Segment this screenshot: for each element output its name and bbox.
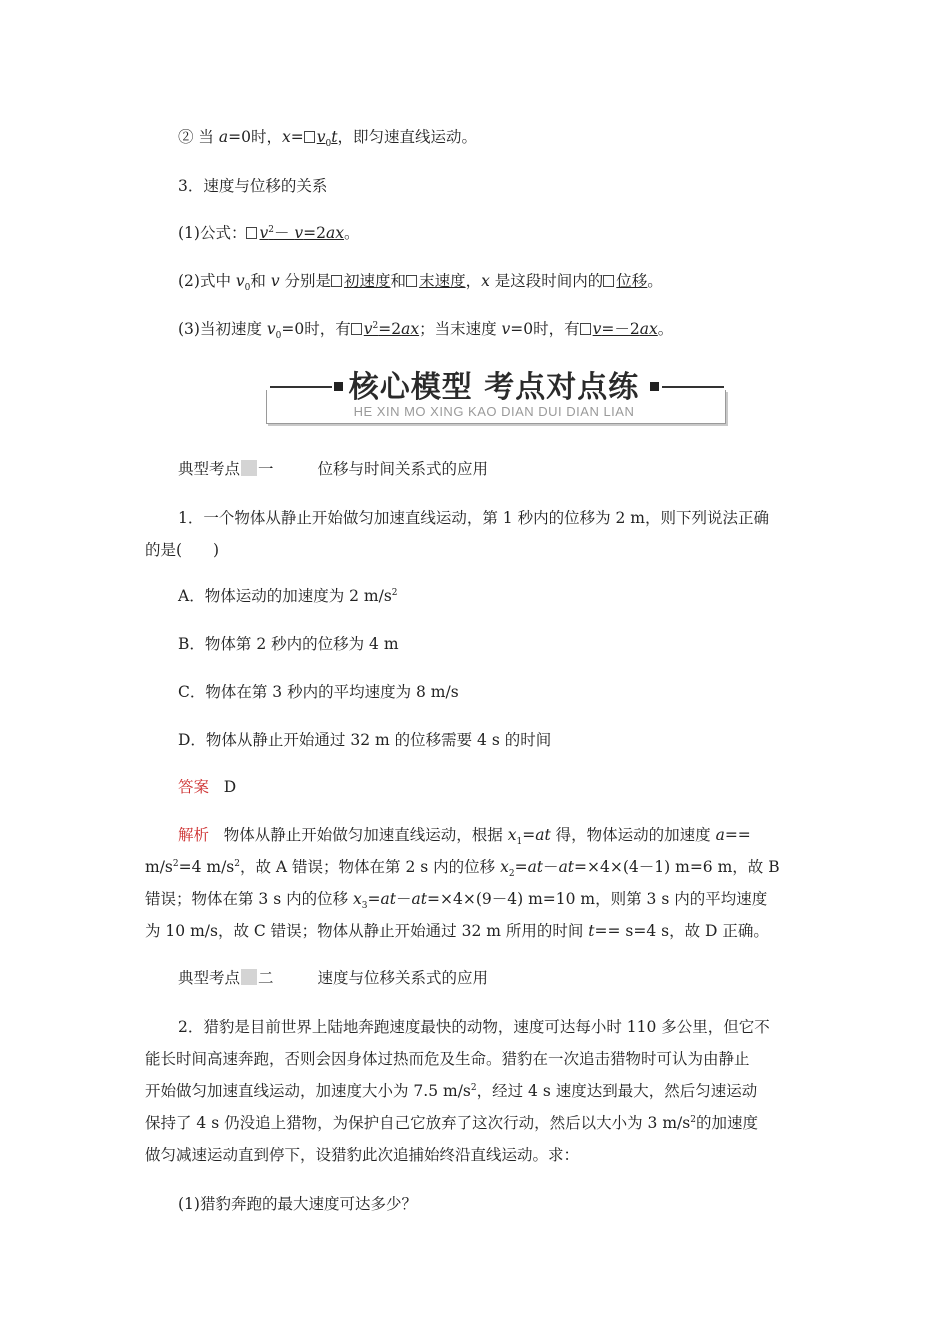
key-point-label: 典型考点: [178, 969, 241, 987]
text: == s=4 s，故 D 正确。: [594, 922, 769, 940]
explanation-line: [145, 887, 767, 911]
text: 得，物体运动的加速度: [550, 826, 716, 844]
text: =: [290, 128, 304, 146]
question-stem: [145, 1111, 758, 1133]
text: ，故 A 错误；物体在第 2 s 内的位移: [240, 858, 501, 876]
text: (2)式中: [178, 272, 236, 290]
question-stem: 能长时间高速奔跑，否则会因身体过热而危及生命。猎豹在一次追击猎物时可认为由静止: [145, 1050, 750, 1068]
superscript: 2: [690, 1114, 696, 1125]
blank-box-icon: [603, 275, 614, 287]
var: x: [281, 128, 291, 146]
text: 错误；物体在第 3 s 内的位移: [145, 890, 354, 908]
text: 是这段时间内的: [489, 272, 604, 290]
superscript: 2: [372, 320, 379, 331]
text: ，经过 4 s 速度达到最大，然后匀速运动: [476, 1082, 758, 1100]
key-point-title: 速度与位移关系式的应用: [317, 969, 489, 987]
key-point-number: 一: [258, 460, 274, 478]
blank-box-icon: [246, 227, 257, 239]
option-b: B．物体第 2 秒内的位移为 4 m: [178, 635, 399, 653]
var: ax: [326, 224, 345, 242]
var: at: [535, 826, 551, 844]
text: 的加速度: [695, 1114, 758, 1132]
var: v: [270, 272, 280, 290]
option-d: D．物体从静止开始通过 32 m 的位移需要 4 s 的时间: [178, 731, 552, 749]
marker-box-icon: [241, 969, 257, 985]
blank-box-icon: [331, 275, 342, 287]
var: x: [353, 890, 362, 908]
text: =2: [303, 224, 327, 242]
superscript: 2: [391, 587, 398, 598]
key-point-heading: [178, 966, 488, 988]
text: 和: [390, 272, 407, 290]
text: ② 当: [178, 128, 219, 146]
text: 和: [250, 272, 271, 290]
text: －: [543, 858, 559, 876]
question-stem: 1．一个物体从静止开始做匀加速直线运动，第 1 秒内的位移为 2 m，则下列说法正确: [178, 509, 769, 527]
superscript: 2: [234, 858, 240, 869]
answer-blank: 位移: [616, 272, 648, 290]
subscript: 0: [275, 331, 282, 342]
sub-question: (1)猎豹奔跑的最大速度可达多少？: [178, 1195, 417, 1213]
var: x: [481, 272, 490, 290]
text: =4 m/s: [178, 858, 235, 876]
text-line: [178, 317, 673, 341]
marker-box-icon: [241, 460, 257, 476]
question-stem: 2．猎豹是目前世界上陆地奔跑速度最快的动物，速度可达每小时 110 多公里，但它不: [178, 1018, 770, 1036]
text: =0时，: [228, 128, 282, 146]
var: x: [500, 858, 509, 876]
var: at: [380, 890, 396, 908]
blank-box-icon: [304, 131, 315, 143]
var: v: [592, 320, 602, 338]
explanation-line: [145, 855, 780, 879]
section-heading: 3．速度与位移的关系: [178, 177, 328, 195]
var: v: [363, 320, 373, 338]
var: ax: [639, 320, 658, 338]
banner-pinyin: HE XIN MO XING KAO DIAN DUI DIAN LIAN: [353, 404, 635, 419]
subscript: 1: [516, 837, 523, 848]
option-text: A．物体运动的加速度为 2 m/s: [178, 587, 392, 605]
text-line: [178, 221, 360, 243]
answer-line: [178, 775, 236, 797]
text-line: [178, 125, 477, 149]
explanation-label: 解析: [178, 826, 210, 844]
key-point-title: 位移与时间关系式的应用: [317, 460, 489, 478]
answer-blank: 末速度: [419, 272, 466, 290]
superscript: 2: [172, 858, 179, 869]
subscript: 0: [325, 139, 332, 150]
answer-value: D: [223, 778, 237, 796]
explanation-line: [145, 919, 769, 941]
var: at: [558, 858, 575, 876]
option-a: [178, 584, 398, 606]
text: =: [367, 890, 381, 908]
var: v: [501, 320, 511, 338]
explanation-line: [178, 823, 751, 847]
var: v: [235, 272, 245, 290]
var: a: [218, 128, 229, 146]
answer-blank: 初速度: [344, 272, 391, 290]
var: t: [588, 922, 595, 940]
var: at: [411, 890, 427, 908]
blank-box-icon: [351, 323, 362, 335]
var: ax: [401, 320, 420, 338]
banner-title: 核心模型 考点对点练: [348, 370, 640, 405]
text: (1)公式：: [178, 224, 247, 242]
section-banner: [260, 360, 728, 428]
question-stem: 做匀减速运动直到停下，设猎豹此次追捕始终沿直线运动。求：: [145, 1146, 580, 1164]
text: ，: [465, 272, 482, 290]
key-point-number: 二: [258, 969, 274, 987]
key-point-heading: [178, 457, 488, 479]
text: =×4×(9－4) m=10 m，则第 3 s 内的平均速度: [427, 890, 768, 908]
superscript: 2: [470, 1082, 477, 1093]
text: 。: [647, 272, 663, 290]
var: x: [507, 826, 517, 844]
subscript: 0: [244, 283, 251, 294]
text: ；当末速度: [419, 320, 502, 338]
var: t: [331, 128, 338, 146]
text: －: [273, 224, 295, 242]
text: m/s: [145, 858, 173, 876]
subscript: 3: [361, 901, 368, 912]
text: =0时，有: [510, 320, 580, 338]
text: =: [522, 826, 536, 844]
text: =－2: [601, 320, 640, 338]
blank-box-icon: [580, 323, 591, 335]
text: 。: [657, 320, 674, 338]
var: a: [715, 826, 725, 844]
text: =2: [378, 320, 402, 338]
text: =×4×(4－1) m=6 m，故 B: [574, 858, 780, 876]
answer-label: 答案: [178, 778, 210, 796]
var: v: [316, 128, 326, 146]
text: =0时，有: [281, 320, 351, 338]
subscript: 2: [508, 869, 515, 880]
text: =: [514, 858, 528, 876]
text: －: [396, 890, 412, 908]
var: at: [527, 858, 544, 876]
text: 物体从静止开始做匀加速直线运动，根据: [223, 826, 508, 844]
question-stem: 的是( ): [145, 541, 220, 559]
blank-box-icon: [406, 275, 417, 287]
superscript: 2: [268, 224, 274, 235]
text: 。: [344, 224, 360, 242]
question-stem: [145, 1079, 757, 1101]
text: ==: [724, 826, 751, 844]
text: 保持了 4 s 仍没追上猎物，为保护自己它放弃了这次行动，然后以大小为 3 m/s: [145, 1114, 691, 1132]
text: 分别是: [279, 272, 332, 290]
key-point-label: 典型考点: [178, 460, 241, 478]
var: v: [294, 224, 304, 242]
text: 开始做匀加速直线运动，加速度大小为 7.5 m/s: [145, 1082, 471, 1100]
option-c: C．物体在第 3 秒内的平均速度为 8 m/s: [178, 683, 459, 701]
text: (3)当初速度: [178, 320, 267, 338]
text: 为 10 m/s，故 C 错误；物体从静止开始通过 32 m 所用的时间: [145, 922, 589, 940]
var: v: [266, 320, 276, 338]
text-line: [178, 269, 663, 293]
var: v: [259, 224, 269, 242]
text: ，即匀速直线运动。: [337, 128, 477, 146]
